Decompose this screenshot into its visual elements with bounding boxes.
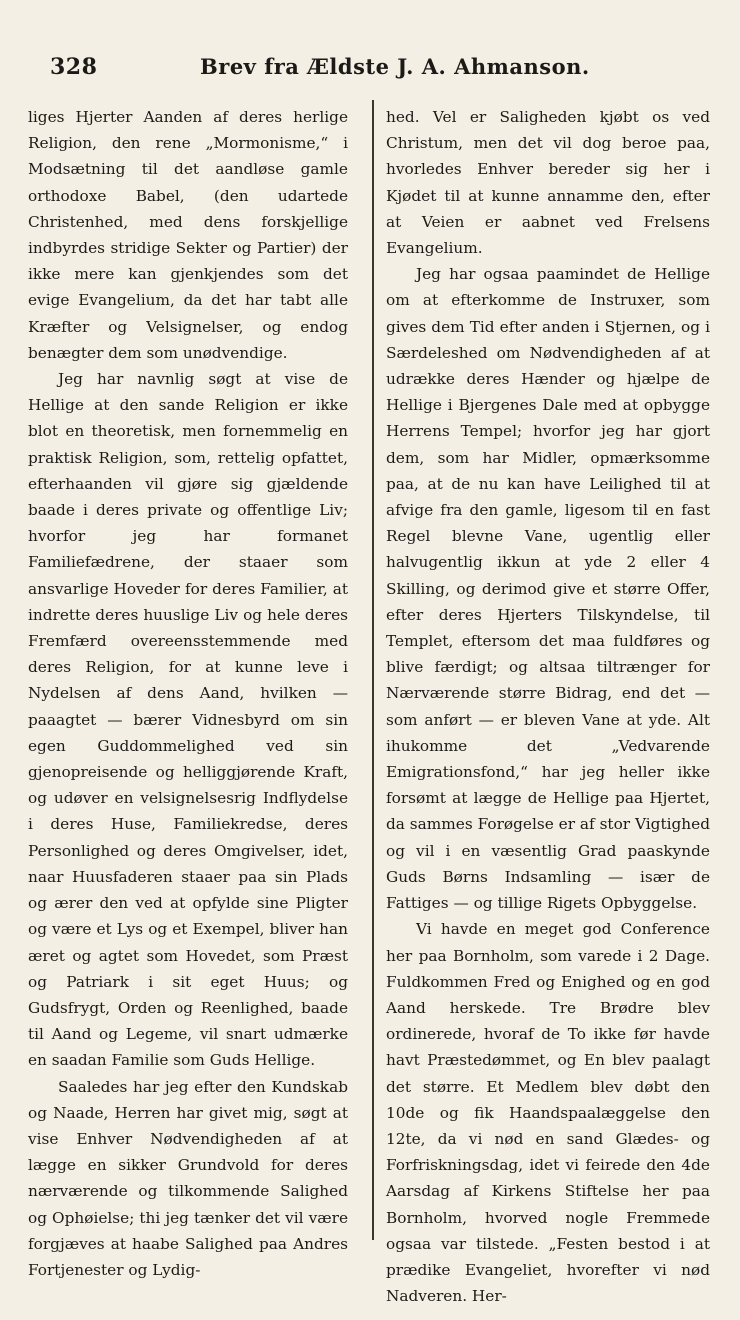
left-paragraph-1: liges Hjerter Aanden af deres herlige Religion, den rene „Mormonisme,“ i Modsætning til det aandløse gamle orthodoxe Babel, (den udartede Christenhed, med dens forskjellige indbyrdes stridige Sekter og Partier) der ikke mere kan gjenkjendes som det evige Evangelium, da det har tabt alle Kræfter og Velsignelser, og endog benægter dem som unødvendige. — [28, 108, 348, 362]
running-title: Brev fra Ældste J. A. Ahmanson. — [200, 54, 590, 79]
right-column — [386, 104, 710, 1309]
right-paragraph-3: Vi havde en meget god Conference her paa Bornholm, som varede i 2 Dage. Fuldkommen Fred og Enighed og en god Aand herskede. Tre Brødre blev ordinerede, hvoraf de To ikke før havde havt Præstedømmet, og En blev paalagt det større. Et Medlem blev døbt den 10de og fik Haandspaalæggelse den 12te, da vi nød en sand Glædes- og Forfriskningsdag, idet vi feirede den 4de Aarsdag af Kirkens Stiftelse her paa Bornholm, hvorved nogle Fremmede ogsaa var tilstede. „Festen bestod i at prædike Evangeliet, hvorefter vi nød Nadveren. Her- — [386, 920, 710, 1306]
page-number: 328 — [50, 54, 98, 80]
right-paragraph-1: hed. Vel er Saligheden kjøbt os ved Christum, men det vil dog beroe paa, hvorledes Enhver bereder sig her i Kjødet til at kunne annamme den, efter at Veien er aabnet ved Frelsens Evangelium. — [386, 108, 710, 258]
left-column — [28, 104, 348, 1283]
page-header — [0, 54, 740, 88]
right-paragraph-2: Jeg har ogsaa paamindet de Hellige om at efterkomme de Instruxer, som gives dem Tid efter anden i Stjernen, og i Særdeleshed om Nødvendigheden af at udrække deres Hænder og hjælpe de Hellige i Bjergenes Dale med at opbygge Herrens Tempel; hvorfor jeg har gjort dem, som har Midler, opmærksomme paa, at de nu kan have Leilighed til at afvige fra den gamle, ligesom til en fast Regel blevne Vane, ugentlig eller halvugentlig ikkun at yde 2 eller 4 Skilling, og derimod give et større Offer, efter deres Hjerters Tilskyndelse, til Templet, eftersom det maa fuldføres og blive færdigt; og altsaa tiltrænger for Nærværende større Bidrag, end det — som anført — er bleven Vane at yde. Alt ihukomme det „Vedvarende Emigrationsfond,“ har jeg heller ikke forsømt at lægge de Hellige paa Hjertet, da sammes Forøgelse er af stor Vigtighed og vil i en væsentlig Grad paaskynde Guds Børns Indsamling — især de Fattiges — og tillige Rigets Opbyggelse. — [386, 265, 710, 913]
left-paragraph-2: Jeg har navnlig søgt at vise de Hellige at den sande Religion er ikke blot en theoretisk, men fornemmelig en praktisk Religion, som, rettelig opfattet, efterhaanden vil gjøre sig gjældende baade i deres private og offentlige Liv; hvorfor jeg har formanet Familiefædrene, der staaer som ansvarlige Hoveder for deres Familier, at indrette deres huuslige Liv og hele deres Fremfærd overeensstemmende med deres Religion, for at kunne leve i Nydelsen af dens Aand, hvilken — paaagtet — bærer Vidnesbyrd om sin egen Guddommelighed ved sin gjenopreisende og helliggjørende Kraft, og udøver en velsignelsesrig Indflydelse i deres Huse, Familiekredse, deres Personlighed og deres Omgivelser, idet, naar Huusfaderen staaer paa sin Plads og ærer den ved at opfylde sine Pligter og være et Lys og et Exempel, bliver han æret og agtet som Hovedet, som Præst og Patriark i sit eget Huus; og Gudsfrygt, Orden og Reenlighed, baade til Aand og Legeme, vil snart udmærke en saadan Familie som Guds Hellige. — [28, 370, 348, 1070]
column-divider — [372, 100, 374, 1240]
left-paragraph-3: Saaledes har jeg efter den Kundskab og Naade, Herren har givet mig, søgt at vise Enhver Nødvendigheden af at lægge en sikker Grundvold for deres nærværende og tilkommende Salighed og Ophøielse; thi jeg tænker det vil være forgjæves at haabe Salighed paa Andres Fortjenester og Lydig- — [28, 1077, 348, 1279]
